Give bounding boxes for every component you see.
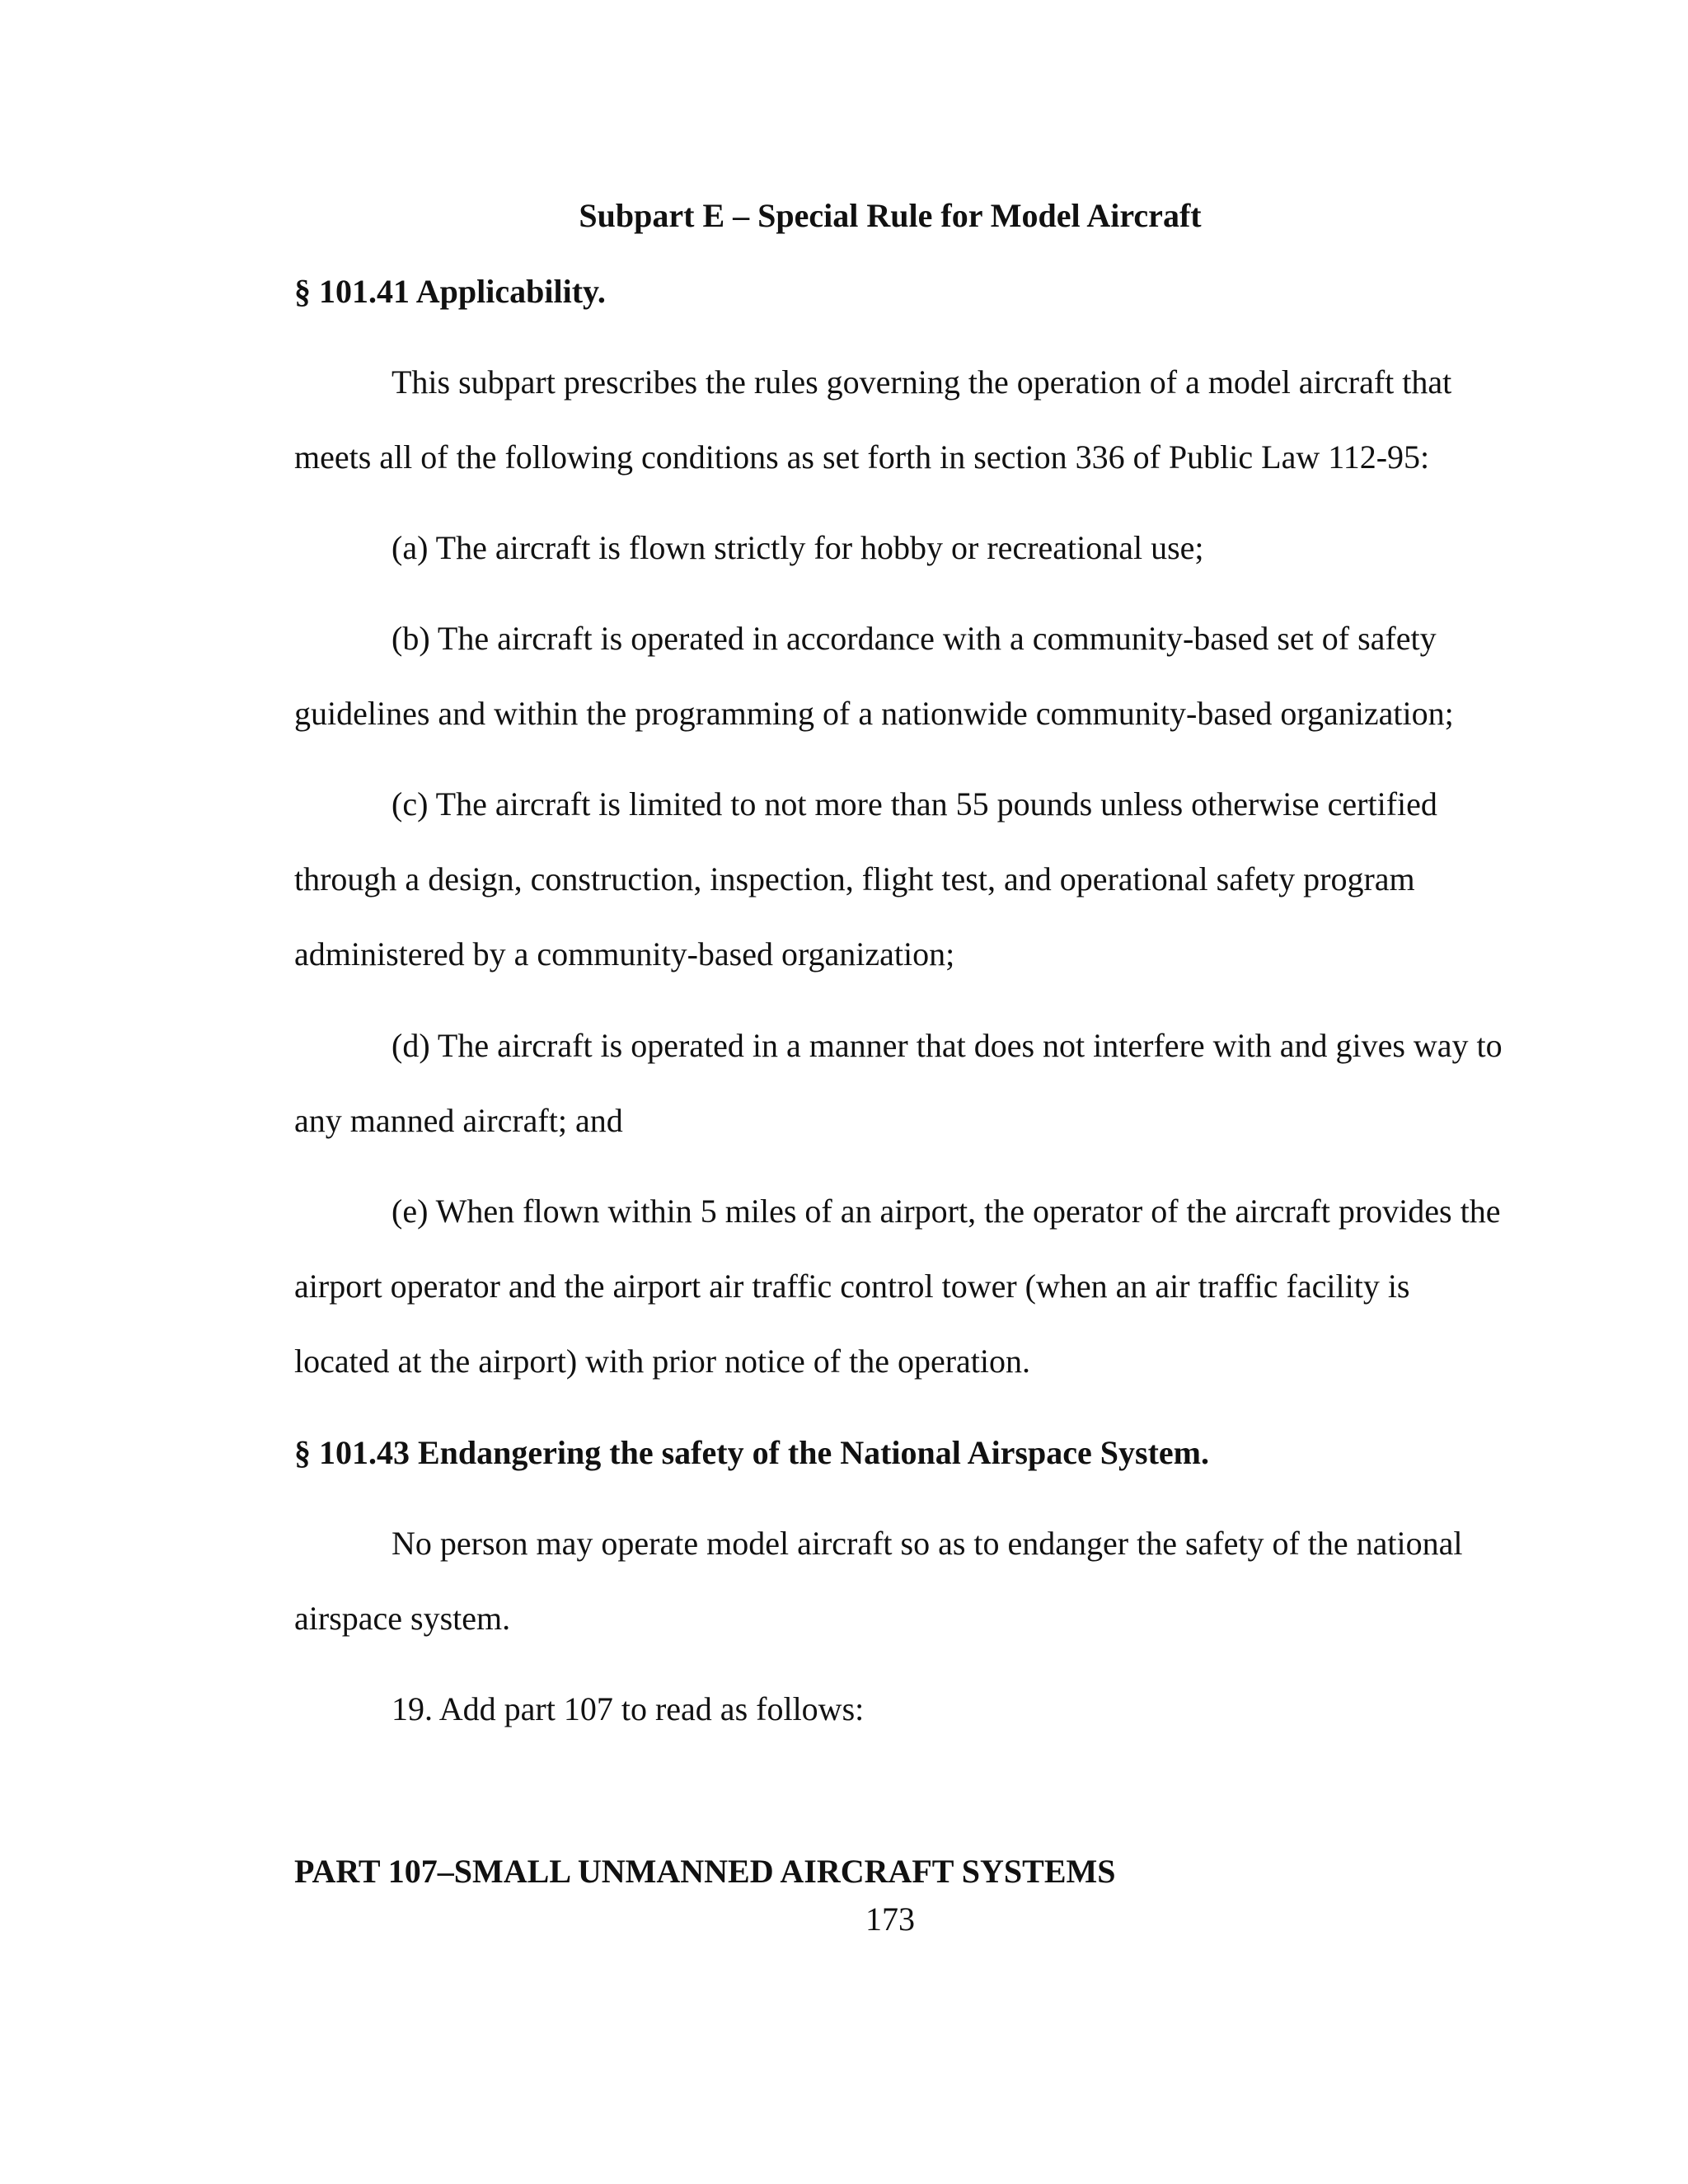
paragraph-line: airspace system. — [294, 1600, 511, 1637]
condition-b-line: guidelines and within the programming of a nationwide community-based organization; — [294, 695, 1454, 732]
condition-e-line: located at the airport) with prior notice of the operation. — [294, 1343, 1031, 1380]
condition-c-line: administered by a community-based organization; — [294, 935, 955, 972]
subpart-title: Subpart E – Special Rule for Model Aircraft — [579, 197, 1202, 234]
section-heading-101-43: § 101.43 Endangering the safety of the National Airspace System. — [294, 1434, 1209, 1471]
page-number: 173 — [865, 1900, 915, 1938]
condition-e-line: (e) When flown within 5 miles of an airport, the operator of the aircraft provides the — [392, 1193, 1501, 1230]
condition-c-line: (c) The aircraft is limited to not more than 55 pounds unless otherwise certified — [392, 785, 1437, 823]
section-heading-101-41: § 101.41 Applicability. — [294, 273, 606, 310]
paragraph-line: No person may operate model aircraft so as to endanger the safety of the national — [392, 1525, 1463, 1562]
paragraph-line: meets all of the following conditions as set forth in section 336 of Public Law 112-95: — [294, 438, 1430, 476]
paragraph-line: This subpart prescribes the rules governing the operation of a model aircraft that — [392, 363, 1452, 401]
condition-d-line: (d) The aircraft is operated in a manner that does not interfere with and gives way to — [392, 1027, 1503, 1064]
part-title: PART 107–SMALL UNMANNED AIRCRAFT SYSTEMS — [294, 1853, 1116, 1890]
amendment-instruction: 19. Add part 107 to read as follows: — [392, 1690, 865, 1727]
condition-c-line: through a design, construction, inspection, flight test, and operational safety program — [294, 860, 1415, 898]
condition-b-line: (b) The aircraft is operated in accordance with a community-based set of safety — [392, 620, 1437, 657]
condition-e-line: airport operator and the airport air traffic control tower (when an air traffic facility is — [294, 1268, 1410, 1305]
condition-a-line: (a) The aircraft is flown strictly for hobby or recreational use; — [392, 529, 1204, 566]
condition-d-line: any manned aircraft; and — [294, 1102, 623, 1139]
